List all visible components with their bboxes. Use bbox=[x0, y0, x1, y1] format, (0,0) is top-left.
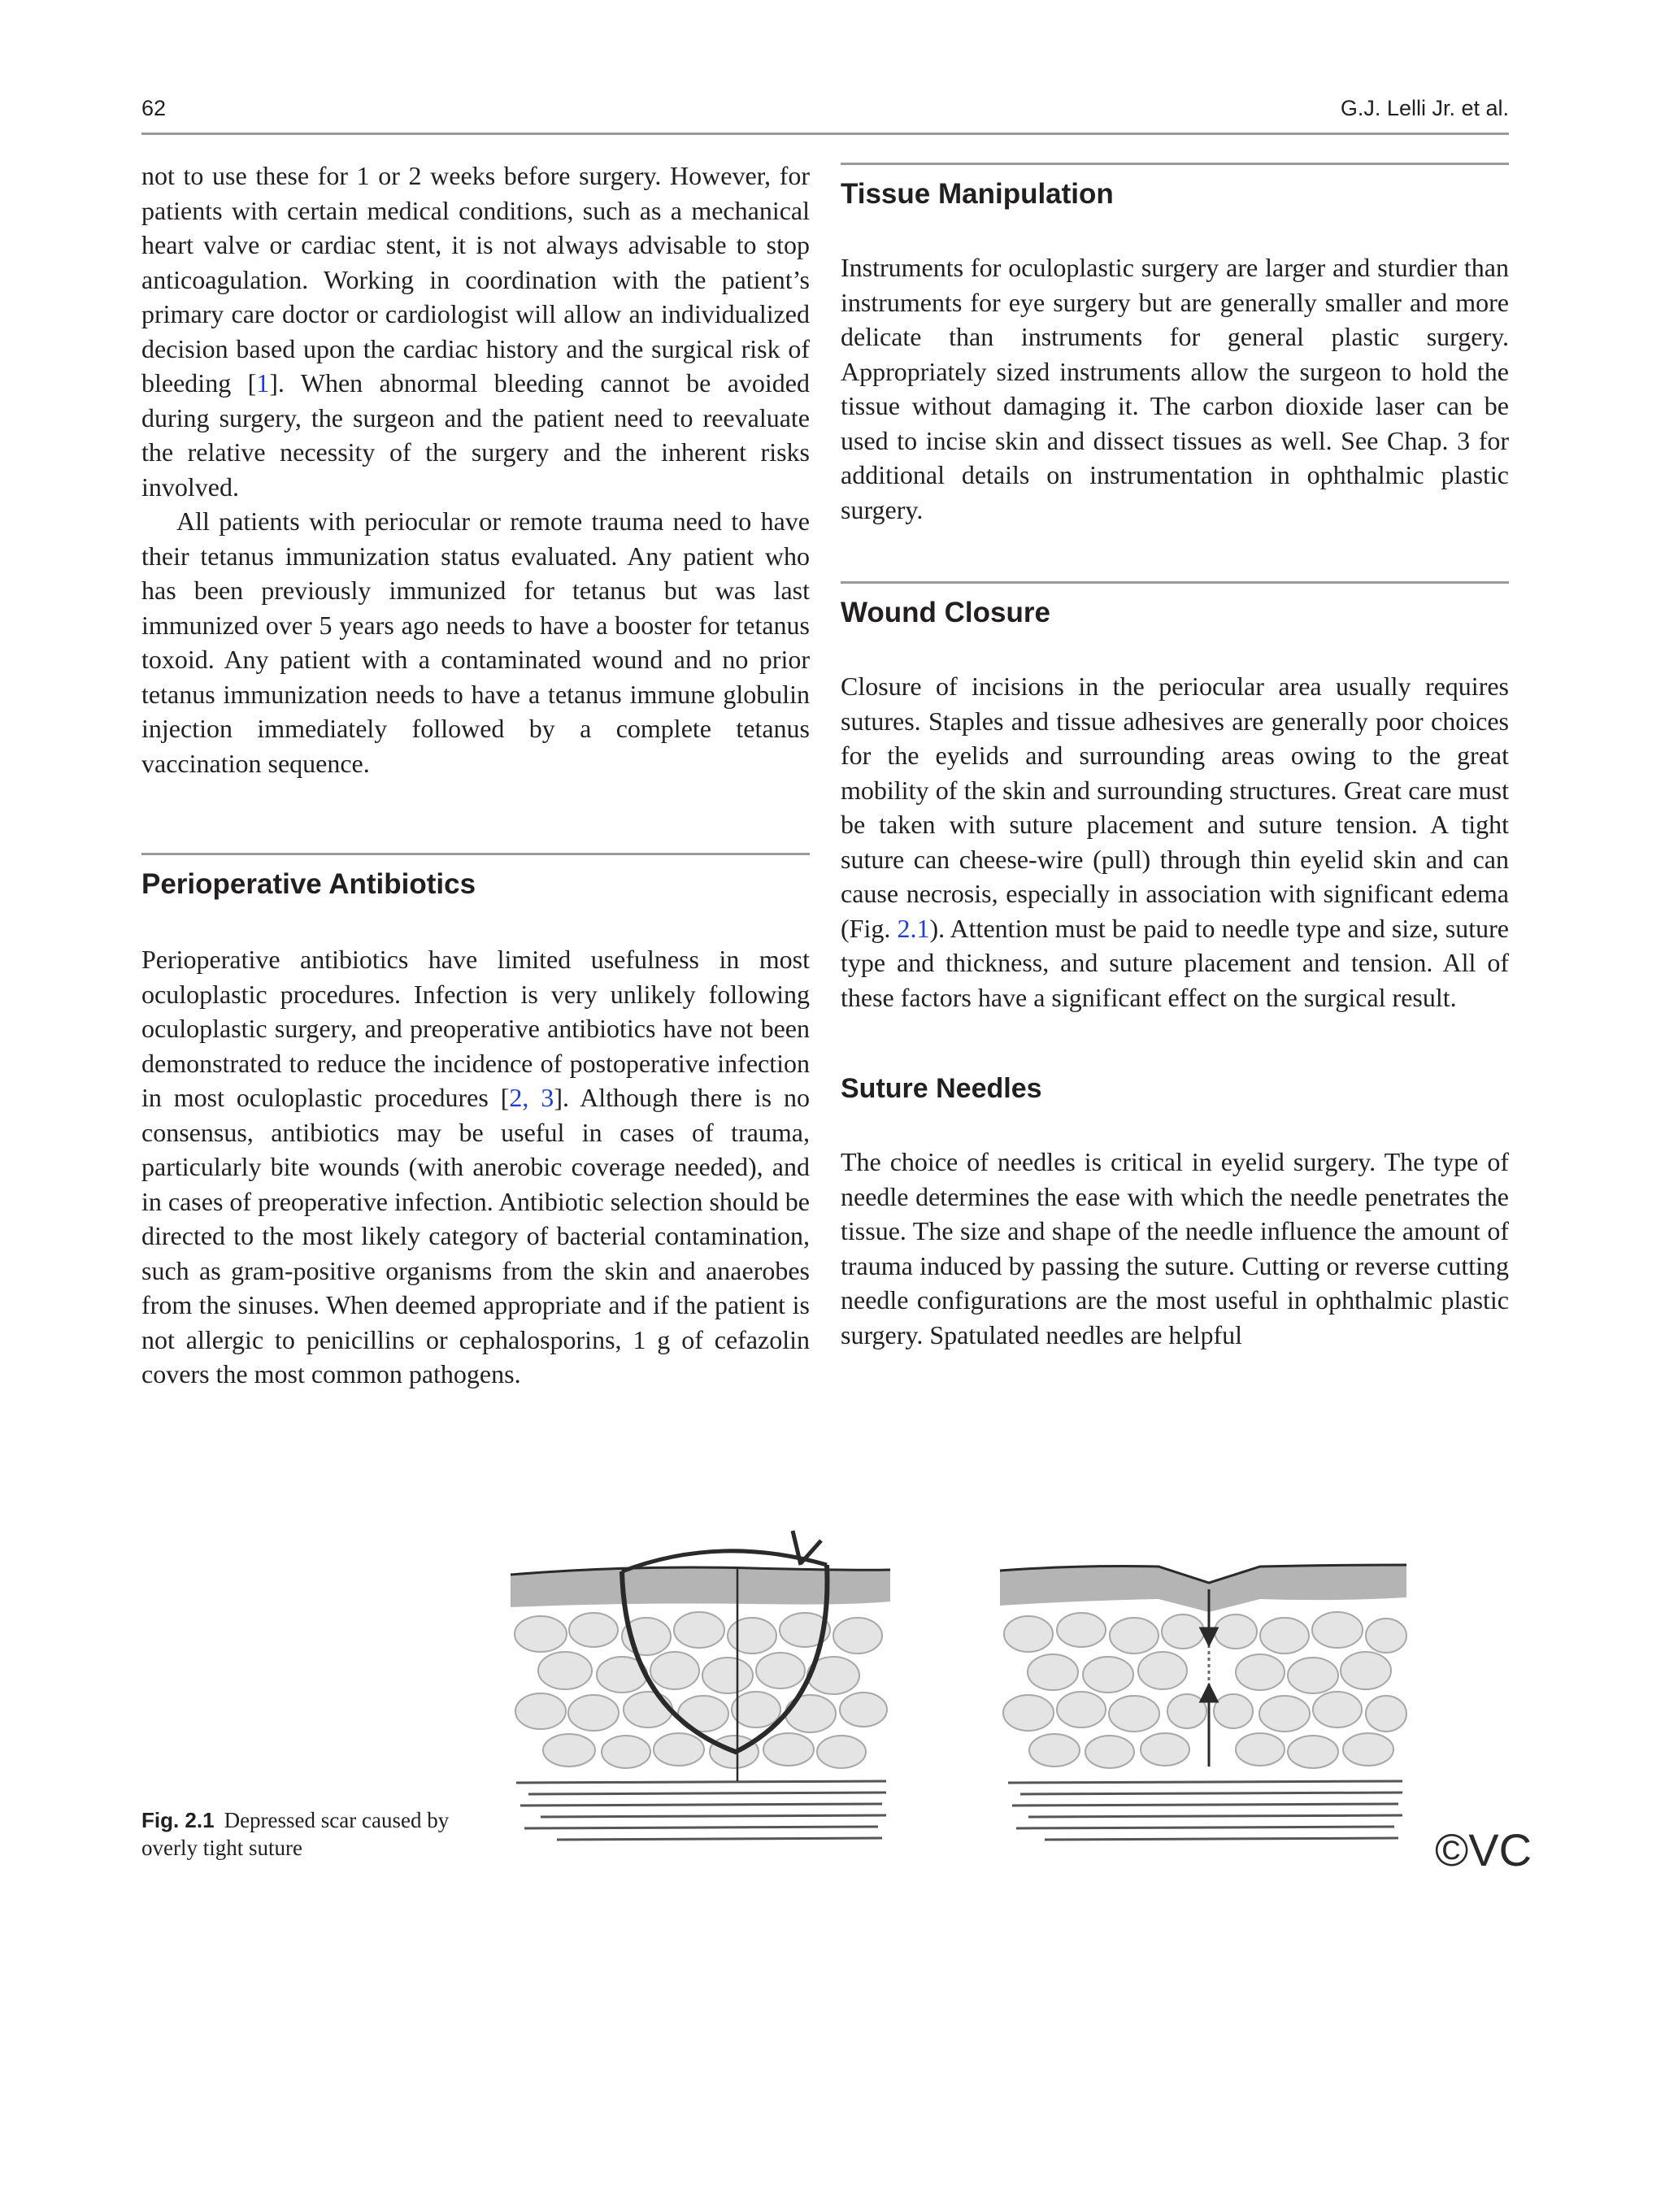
section-rule bbox=[141, 853, 810, 855]
section-heading-tissue-manipulation: Tissue Manipulation bbox=[841, 178, 1114, 210]
paragraph-tissue-manipulation: Instruments for oculoplastic surgery are larger and sturdier than instruments for eye surgery but are generally smaller and more delicate than instruments for general plastic surgery. Appropriately sized instruments allow the surgeon to hold the tissue without damaging it. The carbon dioxide laser can be used to incise skin and dissect tissues as well. See Chap. 3 for additional details on instrumentation in ophthalmic plastic surgery. bbox=[841, 253, 1509, 524]
section-heading-wound-closure: Wound Closure bbox=[841, 597, 1050, 628]
figure-link[interactable]: 2.1 bbox=[897, 913, 930, 943]
left-column bbox=[141, 159, 810, 1392]
paragraph-text: ]. When abnormal bleeding cannot be avoided during surgery, the surgeon and the patient need to reevaluate the relative necessity of the surgery and the inherent risks involved. bbox=[141, 368, 810, 502]
paragraph-text: Closure of incisions in the periocular area usually requires sutures. Staples and tissue adhesives are generally poor choices for the eyelids and surrounding areas owing to the great mobility of the skin and surrounding structures. Great care must be taken with suture placement and suture tension. A tight suture can cheese-wire (pull) through thin eyelid skin and can cause necrosis, especially in association with significant edema (Fig. bbox=[841, 671, 1509, 943]
figure-caption bbox=[141, 1806, 483, 1862]
citation-link[interactable]: 2, 3 bbox=[509, 1083, 554, 1112]
paragraph-text: ]. Although there is no consensus, antibiotics may be useful in cases of trauma, particularly bite wounds (with anerobic coverage needed), and in cases of preoperative infection. Antibiotic selection should be directed to the most likely category of bacterial contamination, such as gram-positive organisms from the skin and anaerobes from the sinuses. When deemed appropriate and if the patient is not allergic to penicillins or cephalosporins, 1 g of cefazolin covers the most common pathogens. bbox=[141, 1083, 811, 1388]
figure-label: Fig. 2.1 bbox=[141, 1808, 215, 1832]
paragraph-anticoagulation bbox=[141, 159, 810, 504]
fascia-lines bbox=[1008, 1781, 1402, 1840]
fat-lobules bbox=[515, 1612, 887, 1768]
paragraph-tetanus: All patients with periocular or remote trauma need to have their tetanus immunization status evaluated. Any patient who has been previously immunized for tetanus but was last immunized over 5 years ago needs to have a booster for tetanus toxoid. Any patient with a contaminated wound and no prior tetanus immunization needs to have a tetanus immune globulin injection immediately followed by a complete tetanus vaccination sequence. bbox=[141, 506, 810, 778]
paragraph-antibiotics bbox=[141, 942, 810, 1392]
suture-knot bbox=[622, 1531, 827, 1571]
epidermis-layer bbox=[1000, 1565, 1406, 1612]
paragraph-text: ). Attention must be paid to needle type and size, suture type and thickness, and suture placement and tension. All of these factors have a significant effect on the surgical result. bbox=[841, 913, 1509, 1012]
section-rule bbox=[841, 581, 1509, 584]
section-heading-antibiotics: Perioperative Antibiotics bbox=[141, 868, 476, 900]
skin-cross-section-left bbox=[511, 1531, 890, 1840]
artist-signature: ©VC bbox=[1435, 1824, 1532, 1875]
header-rule bbox=[141, 133, 1509, 135]
running-head-authors: G.J. Lelli Jr. et al. bbox=[1340, 96, 1509, 120]
subsection-heading-suture-needles: Suture Needles bbox=[841, 1073, 1042, 1104]
paragraph-text: Perioperative antibiotics have limited usefulness in most oculoplastic procedures. Infection is very unlikely following oculoplastic surgery, and preoperative antibiotics have not been demonstrated to reduce the incidence of postoperative infection in most oculoplastic procedures [ bbox=[141, 945, 810, 1112]
page-number: 62 bbox=[141, 96, 167, 120]
right-column bbox=[841, 159, 1509, 1352]
epidermis-layer bbox=[511, 1567, 890, 1607]
paragraph-wound-closure bbox=[841, 669, 1509, 1015]
figure-illustration-suture bbox=[508, 1508, 1532, 1878]
section-rule bbox=[841, 163, 1509, 165]
skin-cross-section-right bbox=[1000, 1565, 1406, 1840]
fascia-lines bbox=[516, 1781, 886, 1840]
paragraph-suture-needles: The choice of needles is critical in eyelid surgery. The type of needle determines the ease with which the needle penetrates the tissue. The size and shape of the needle influence the amount of trauma induced by passing the suture. Cutting or reverse cutting needle configurations are the most useful in ophthalmic plastic surgery. Spatulated needles are helpful bbox=[841, 1147, 1509, 1349]
paragraph-text: not to use these for 1 or 2 weeks before surgery. However, for patients with certain medical conditions, such as a mechanical heart valve or cardiac stent, it is not always advisable to stop anticoagulation. Working in coordination with the patient’s primary care doctor or cardiologist will allow an individualized decision based upon the cardiac history and the surgical risk of bleeding [ bbox=[141, 161, 810, 398]
citation-link[interactable]: 1 bbox=[256, 368, 270, 398]
figure-caption-text: Depressed scar caused by overly tight suture bbox=[141, 1808, 450, 1860]
